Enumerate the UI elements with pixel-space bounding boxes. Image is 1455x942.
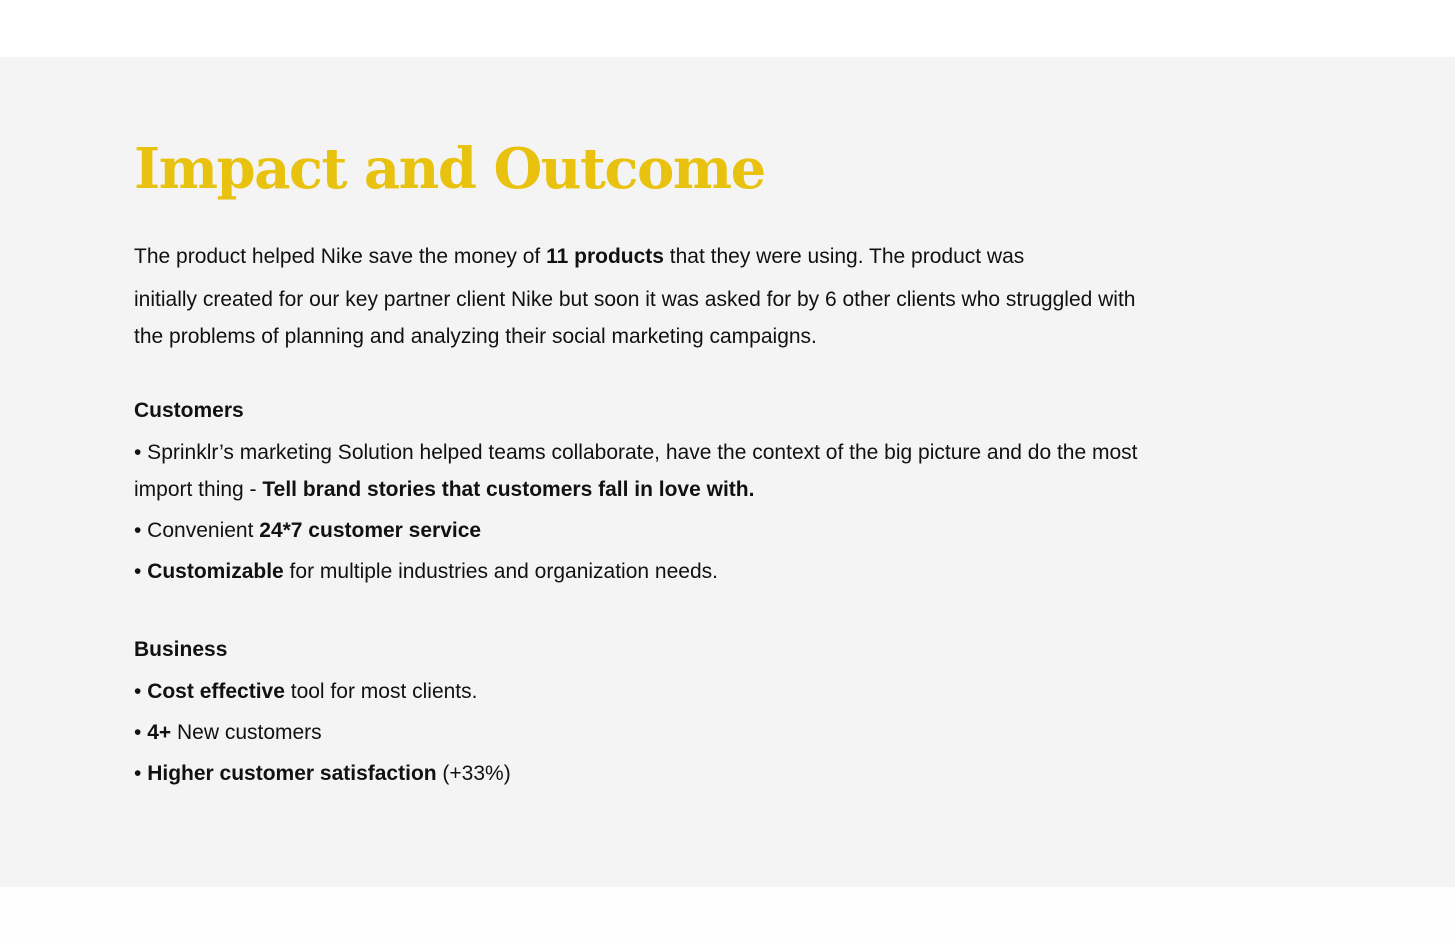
- list-text: import thing -: [134, 478, 263, 501]
- list-highlight: Higher customer satisfaction: [147, 762, 437, 785]
- business-item-1: [134, 678, 477, 706]
- business-title: Business: [134, 638, 228, 661]
- business-item-2: [134, 719, 322, 747]
- intro-highlight: 11 products: [546, 245, 664, 268]
- list-text: •: [134, 560, 148, 583]
- list-text: • Convenient: [134, 519, 260, 542]
- list-text: •: [134, 762, 148, 785]
- section-heading: Impact and Outcome: [134, 136, 765, 202]
- intro-text: The product helped Nike save the money of: [134, 245, 547, 268]
- list-highlight: Customizable: [147, 560, 284, 583]
- list-highlight: 24*7 customer service: [259, 519, 482, 542]
- list-text: (+33%): [436, 762, 511, 785]
- intro-text: that they were using. The product was: [663, 245, 1025, 268]
- list-highlight: 4+: [147, 721, 172, 744]
- intro-line-3: the problems of planning and analyzing their social marketing campaigns.: [134, 325, 817, 348]
- customers-item-1-line-2: [134, 476, 754, 504]
- customers-title: Customers: [134, 399, 244, 422]
- business-item-3: [134, 760, 511, 788]
- intro-line-1: [134, 243, 1024, 271]
- list-text: •: [134, 721, 148, 744]
- intro-line-2: initially created for our key partner client Nike but soon it was asked for by 6 other clients who struggled with: [134, 288, 1136, 311]
- list-text: New customers: [171, 721, 322, 744]
- customers-item-3: [134, 558, 718, 586]
- list-highlight: Cost effective: [147, 680, 285, 703]
- list-text: for multiple industries and organization needs.: [283, 560, 718, 583]
- footer-spacer: [0, 887, 1455, 942]
- customers-item-2: [134, 517, 481, 545]
- impact-outcome-section: [0, 57, 1455, 887]
- customers-item-1-line-1: • Sprinklr’s marketing Solution helped teams collaborate, have the context of the big picture and do the most: [134, 441, 1138, 464]
- list-text: tool for most clients.: [284, 680, 478, 703]
- list-text: •: [134, 680, 148, 703]
- list-highlight: Tell brand stories that customers fall in love with.: [262, 478, 755, 501]
